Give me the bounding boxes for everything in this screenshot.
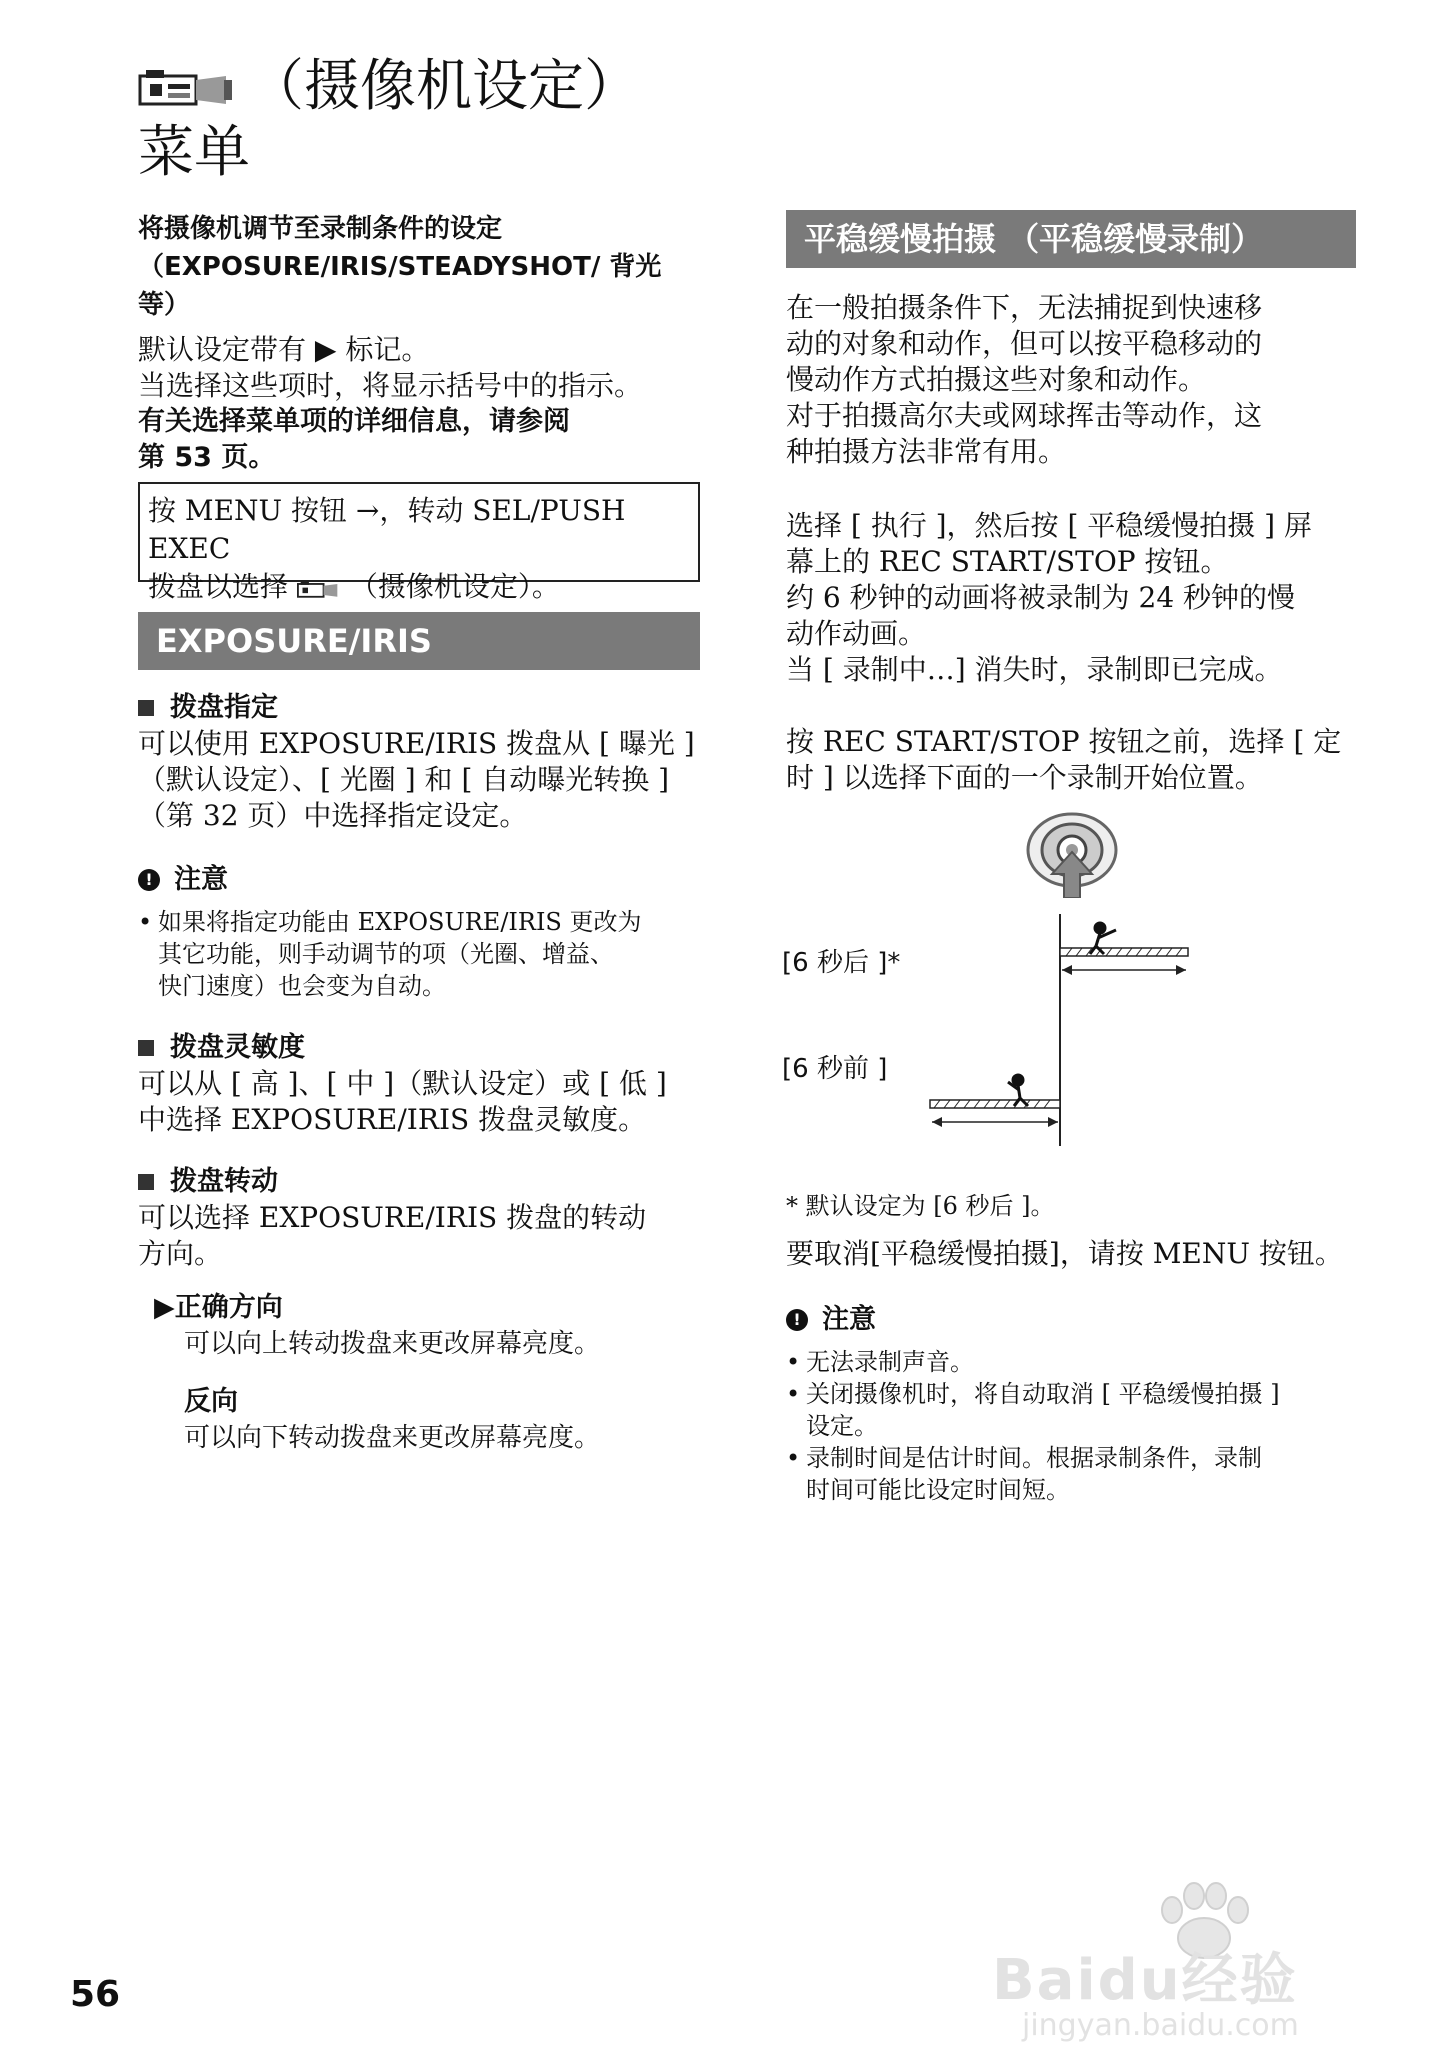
page-title — [138, 52, 640, 122]
lead-text — [138, 210, 698, 324]
right-note-block — [786, 1302, 1366, 1506]
note-item — [786, 1346, 1366, 1378]
rotation-options — [154, 1290, 708, 1456]
cancel-instruction: 要取消[平稳缓慢拍摄]，请按 MENU 按钮。 — [786, 1237, 1343, 1270]
text-line: 动的对象和动作，但可以按平稳移动的 — [786, 327, 1263, 360]
watermark-brand: Baidu经验 — [992, 1948, 1298, 2013]
text-line: 在一般拍摄条件下，无法捕捉到快速移 — [786, 291, 1263, 324]
page-number: 56 — [70, 1974, 121, 2015]
camera-settings-icon — [138, 66, 234, 108]
lead-line: （EXPOSURE/IRIS/STEADYSHOT/ 背光等） — [138, 252, 662, 320]
caution-icon: ! — [786, 1309, 808, 1331]
text-line: 当 [ 录制中…] 消失时，录制即已完成。 — [786, 653, 1283, 686]
text-line: 选择 [ 执行 ]，然后按 [ 平稳缓慢拍摄 ] 屏 — [786, 509, 1312, 542]
note-heading — [786, 1302, 1366, 1338]
intro-line-bold: 有关选择菜单项的详细信息，请参阅 — [138, 406, 570, 437]
text-line: 对于拍摄高尔夫或网球挥击等动作，这 — [786, 399, 1263, 432]
title-text: （摄像机设定） — [248, 54, 640, 119]
note-item — [786, 1378, 1366, 1442]
text-line: 约 6 秒钟的动画将被录制为 24 秒钟的慢 — [786, 581, 1296, 614]
option-reverse-title: 反向 — [184, 1386, 238, 1417]
section-header-smooth-slow: 平稳缓慢拍摄 （平稳缓慢录制） — [786, 210, 1356, 268]
text-line: 时 ] 以选择下面的一个录制开始位置。 — [786, 761, 1263, 794]
text-line: （第 32 页）中选择指定设定。 — [138, 799, 528, 832]
note-heading — [138, 862, 708, 898]
text-line: 动作动画。 — [786, 617, 927, 650]
camera-settings-icon — [297, 576, 341, 602]
intro-line-bold: 第 53 页。 — [138, 442, 276, 473]
heading-text: 注意 — [174, 864, 228, 895]
rotation-block — [138, 1164, 708, 1456]
intro-line: 当选择这些项时，将显示括号中的指示。 — [138, 369, 643, 402]
timing-instruction — [786, 724, 1366, 796]
text-line: • 如果将指定功能由 EXPOSURE/IRIS 更改为 — [158, 908, 642, 936]
sensitivity-text — [138, 1066, 708, 1138]
option-reverse-desc: 可以向下转动拨盘来更改屏幕亮度。 — [184, 1423, 601, 1453]
text-line: 可以从 [ 高 ]、[ 中 ]（默认设定）或 [ 低 ] — [138, 1067, 667, 1100]
label-before-6s: [6 秒前 ] — [782, 1054, 888, 1084]
instruction-box — [138, 482, 700, 603]
text-line: 其它功能，则手动调节的项（光圈、增益、 — [158, 940, 614, 968]
intro-line: 默认设定带有 ▶ 标记。 — [138, 333, 430, 366]
heading-text: 拨盘灵敏度 — [170, 1032, 305, 1063]
watermark-url: jingyan.baidu.com — [1022, 2008, 1299, 2043]
dial-assign-block — [138, 690, 708, 834]
dial-assign-heading — [138, 690, 708, 726]
square-bullet-icon — [138, 1040, 154, 1056]
instruction-text: 拨盘以选择 — [148, 570, 289, 603]
option-normal-desc: 可以向上转动拨盘来更改屏幕亮度。 — [184, 1329, 601, 1359]
text-line: 中选择 EXPOSURE/IRIS 拨盘灵敏度。 — [138, 1103, 647, 1136]
instruction-text: （摄像机设定）。 — [349, 570, 560, 603]
square-bullet-icon — [138, 700, 154, 716]
text-line: 时间可能比设定时间短。 — [806, 1476, 1070, 1504]
dial-assign-text — [138, 726, 708, 834]
text-line: 快门速度）也会变为自动。 — [158, 972, 446, 1000]
intro-text — [138, 332, 708, 476]
instruction-line: 按 MENU 按钮 →，转动 SEL/PUSH EXEC — [148, 494, 626, 565]
text-line: • 无法录制声音。 — [806, 1348, 974, 1376]
note-item — [786, 1442, 1366, 1506]
text-line: 种拍摄方法非常有用。 — [786, 435, 1067, 468]
smooth-slow-steps — [786, 508, 1366, 688]
timing-diagram — [920, 910, 1210, 1150]
caution-icon: ! — [138, 869, 160, 891]
smooth-slow-intro — [786, 290, 1366, 470]
rec-button-press-icon — [1020, 812, 1120, 898]
note-item — [138, 906, 708, 1002]
text-line: • 录制时间是估计时间。根据录制条件，录制 — [806, 1444, 1262, 1472]
text-line: 可以选择 EXPOSURE/IRIS 拨盘的转动 — [138, 1201, 647, 1234]
sensitivity-block — [138, 1030, 708, 1138]
footnote: * 默认设定为 [6 秒后 ]。 — [786, 1192, 1055, 1220]
rotation-heading — [138, 1164, 708, 1200]
text-line: 幕上的 REC START/STOP 按钮。 — [786, 545, 1229, 578]
rotation-text — [138, 1200, 708, 1272]
note-list — [786, 1346, 1366, 1506]
section-header-exposure-iris: EXPOSURE/IRIS — [138, 612, 700, 670]
instruction-line — [148, 568, 690, 606]
text-line: • 关闭摄像机时，将自动取消 [ 平稳缓慢拍摄 ] — [806, 1380, 1280, 1408]
baidu-watermark — [992, 1880, 1392, 2050]
text-line: 设定。 — [806, 1412, 878, 1440]
text-line: 按 REC START/STOP 按钮之前，选择 [ 定 — [786, 725, 1342, 758]
sensitivity-heading — [138, 1030, 708, 1066]
square-bullet-icon — [138, 1174, 154, 1190]
lead-line: 将摄像机调节至录制条件的设定 — [138, 214, 503, 244]
heading-text: 拨盘转动 — [170, 1166, 278, 1197]
note-list — [138, 906, 708, 1002]
text-line: 可以使用 EXPOSURE/IRIS 拨盘从 [ 曝光 ] — [138, 727, 695, 760]
heading-text: 拨盘指定 — [170, 692, 278, 723]
text-line: （默认设定）、[ 光圈 ] 和 [ 自动曝光转换 ] — [138, 763, 670, 796]
option-normal-title: ▶正确方向 — [154, 1292, 283, 1323]
left-note-block — [138, 862, 708, 1002]
text-line: 慢动作方式拍摄这些对象和动作。 — [786, 363, 1207, 396]
title-subtext: 菜单 — [138, 120, 250, 185]
label-after-6s: [6 秒后 ]* — [782, 948, 901, 978]
text-line: 方向。 — [138, 1237, 223, 1270]
heading-text: 注意 — [822, 1304, 876, 1335]
